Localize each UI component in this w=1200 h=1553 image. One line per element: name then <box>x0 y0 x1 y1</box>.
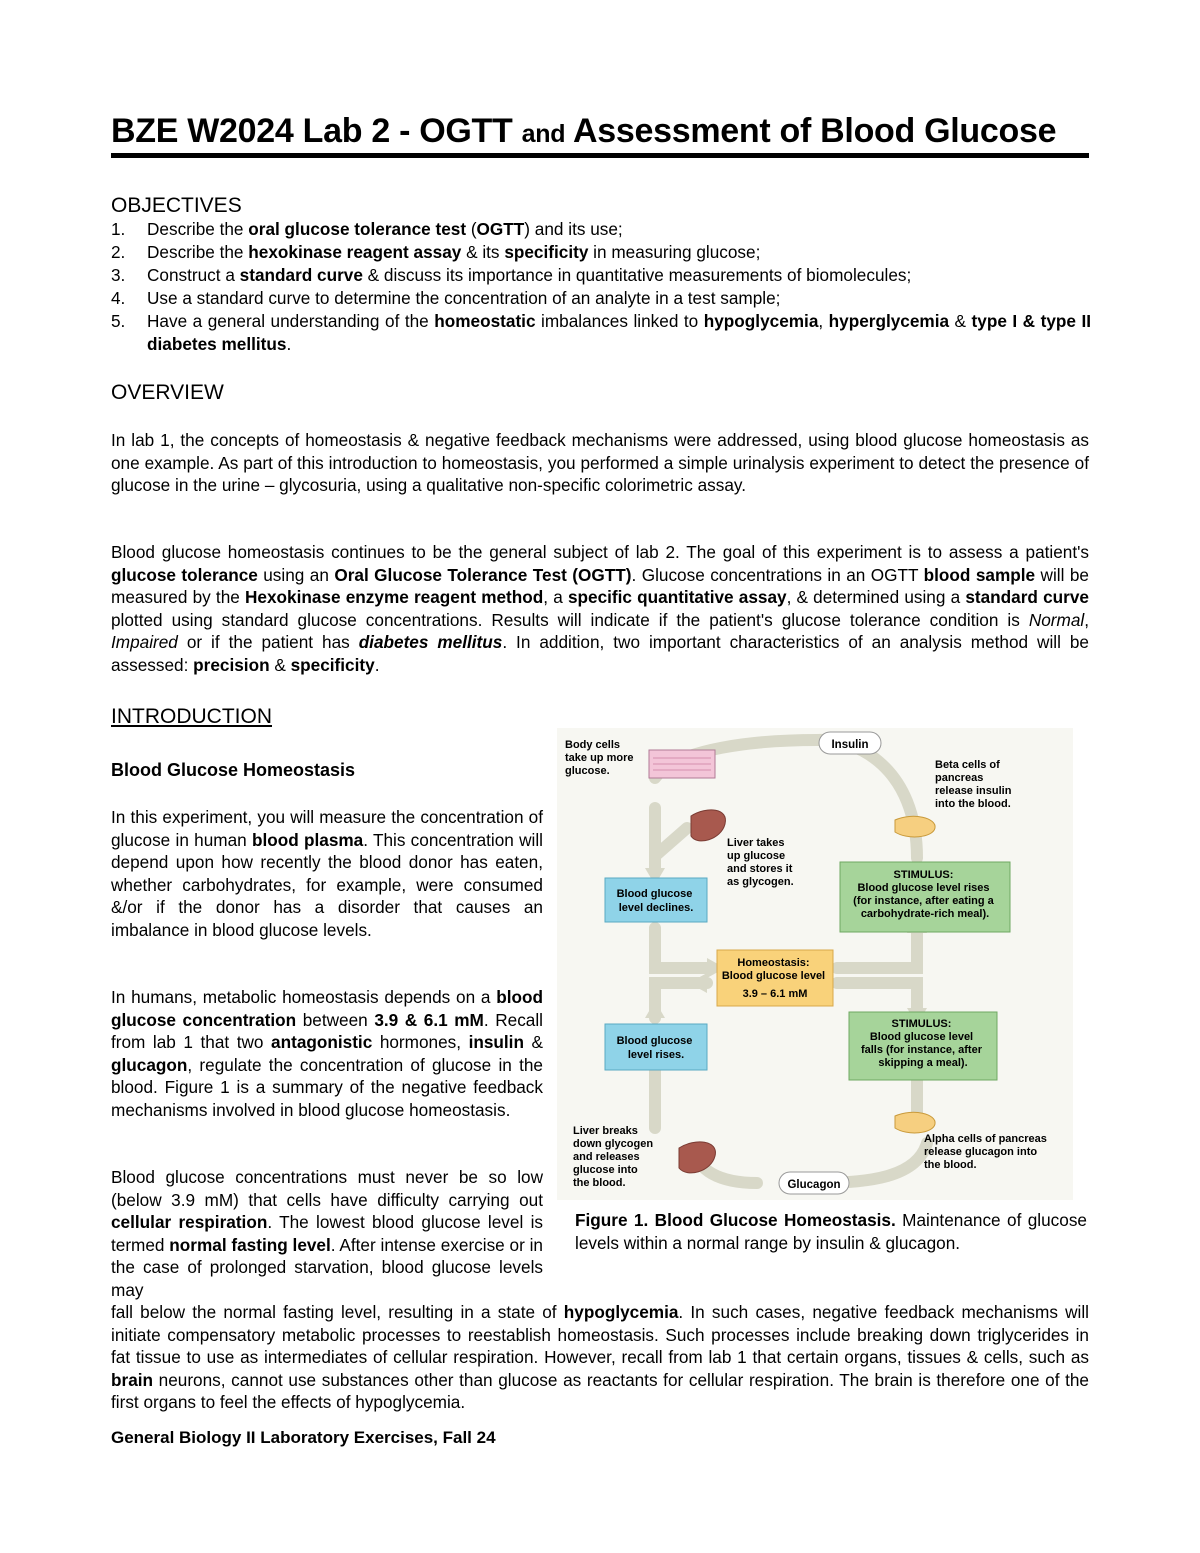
objective-item-5 <box>111 310 1091 356</box>
objective-text <box>147 242 760 262</box>
intro-paragraph-3-continued <box>111 1301 1089 1414</box>
liver-takes-line-2: up glucose <box>727 850 786 862</box>
text-run: & discuss its importance in quantitative measurements of biomolecules; <box>362 265 912 285</box>
liver-breaks-line-1: Liver breaks <box>573 1125 638 1137</box>
text-run: Use a standard curve to determine the concentration of an analyte in a test sample; <box>147 288 781 308</box>
objective-text <box>147 219 623 239</box>
bg-rises-line-1: Blood glucose <box>616 1035 693 1047</box>
objective-number: 4. <box>111 288 126 308</box>
text-run: ) and its use; <box>524 219 623 239</box>
objective-number: 1. <box>111 219 126 239</box>
alpha-cells-line-3: the blood. <box>924 1159 977 1171</box>
bold-term: OGTT <box>476 219 525 239</box>
text-run: , <box>818 311 829 331</box>
text-run: . <box>286 334 292 354</box>
bold-term: oral glucose tolerance test <box>248 219 467 239</box>
pancreas-top-image <box>895 816 935 837</box>
page-title <box>111 112 1091 151</box>
bold-term: standard curve <box>965 587 1089 608</box>
liver-breaks-line-4: glucose into <box>573 1164 638 1176</box>
text-run: Have a general understanding of the <box>147 311 435 331</box>
beta-cells-line-3: release insulin <box>935 785 1012 797</box>
bold-term: glucose tolerance <box>111 564 258 585</box>
bold-term: antagonistic <box>271 1032 373 1053</box>
intro-paragraph-2 <box>111 986 543 1122</box>
italic-term: Impaired <box>111 632 178 653</box>
text-run: , regulate the concentration of glucose in the blood. Figure 1 is a summary of the negative feedback mechanisms involved in blood glucose homeostasis. <box>111 1054 543 1120</box>
bold-term: Oral Glucose Tolerance Test (OGTT) <box>334 564 632 585</box>
text-run: in measuring glucose; <box>588 242 761 262</box>
bold-term: type I & type II diabetes mellitus <box>147 311 1092 354</box>
bold-term: hyperglycemia <box>828 311 950 331</box>
title-underline <box>111 153 1089 158</box>
bold-term: insulin <box>468 1032 524 1053</box>
text-run: In humans, metabolic homeostasis depends on a <box>111 987 497 1007</box>
objective-item-3 <box>111 264 1091 287</box>
alpha-cells-line-2: release glucagon into <box>924 1146 1038 1158</box>
bg-declines-line-1: Blood glucose <box>616 888 693 900</box>
text-run: . In addition, two important characteristics of an analysis method will be assessed: <box>111 632 1089 675</box>
bold-term: cellular respiration <box>111 1212 268 1233</box>
text-run: Blood glucose homeostasis continues to be the general subject of lab 2. The goal of this experiment is to assess a patient's <box>111 542 1089 562</box>
pancreas-bottom-image <box>895 1112 935 1133</box>
overview-paragraph-2 <box>111 541 1089 677</box>
objective-text <box>147 288 780 308</box>
text-run: neurons, cannot use substances other than glucose as reactants for cellular respiration. The brain is therefore one of the first organs to feel the effects of hypoglycemia. <box>111 1369 1089 1413</box>
bold-term: specific quantitative assay <box>567 587 787 608</box>
text-run: ( <box>466 219 477 239</box>
bold-term: blood glucose concentration <box>111 987 543 1030</box>
italic-term: Normal <box>1028 609 1085 630</box>
blood-glucose-homeostasis-figure <box>557 728 1073 1200</box>
objective-item-4 <box>111 287 1091 310</box>
liver-breaks-line-3: and releases <box>573 1151 640 1163</box>
bold-term: standard curve <box>239 265 363 285</box>
stimulus-fall-line-2: Blood glucose level <box>869 1031 974 1043</box>
text-run: using an <box>257 564 335 585</box>
text-run: In lab 1, the concepts of homeostasis & negative feedback mechanisms were addressed, using blood glucose homeostasis as one example. As part of this introduction to homeostasis, you performed a simple urinalysis experiment to detect the presence of glucose in the urine – glycosuria, using a qualitative non-specific colorimetric assay. <box>111 430 1089 496</box>
stimulus-rise-line-2: Blood glucose level rises <box>857 882 990 894</box>
text-run: , <box>1084 609 1089 630</box>
bold-term: brain <box>111 1369 154 1390</box>
text-run: . <box>374 654 380 675</box>
stimulus-rise-line-1: STIMULUS: <box>893 869 954 881</box>
bold-term: specificity <box>504 242 589 262</box>
text-run: plotted using standard glucose concentrations. Results will indicate if the patient's glucose tolerance condition is <box>111 609 1029 630</box>
text-run: In this experiment, you will measure the concentration of glucose in human <box>111 807 543 850</box>
text-run: or if the patient has <box>177 632 359 653</box>
objective-number: 3. <box>111 265 126 285</box>
objective-item-1 <box>111 218 1091 241</box>
beta-cells-line-4: into the blood. <box>935 798 1011 810</box>
text-run: , & determined using a <box>786 587 966 608</box>
text-run: between <box>296 1009 375 1030</box>
page-footer: General Biology II Laboratory Exercises, Fall 24 <box>111 1428 496 1447</box>
text-run: . The lowest blood glucose level is termed <box>111 1212 543 1255</box>
stimulus-fall-line-3: falls (for instance, after <box>860 1044 982 1056</box>
introduction-heading: INTRODUCTION <box>111 705 272 728</box>
text-run: & <box>949 311 972 331</box>
text-run: , a <box>543 587 568 608</box>
objectives-list <box>111 218 1091 356</box>
title-part-2: and <box>521 120 566 148</box>
bold-term: specificity <box>290 654 375 675</box>
insulin-label: Insulin <box>831 739 869 751</box>
bold-term: hypoglycemia <box>563 1302 679 1322</box>
text-run: will be measured by the <box>111 564 1089 608</box>
objective-text <box>147 310 1091 356</box>
liver-breaks-line-2: down glycogen <box>573 1138 654 1150</box>
liver-takes-line-4: as glycogen. <box>727 876 794 888</box>
text-run: . After intense exercise or in the case of prolonged starvation, blood glucose levels may <box>111 1234 543 1300</box>
objective-number: 2. <box>111 242 126 262</box>
homeostasis-line-1: Homeostasis: <box>737 957 810 969</box>
liver-takes-line-3: and stores it <box>727 863 793 875</box>
figure-caption <box>575 1209 1087 1254</box>
beta-cells-line-1: Beta cells of <box>935 759 1000 771</box>
blood-glucose-rises-box <box>605 1024 707 1070</box>
text-run: & <box>269 654 291 675</box>
figure-caption-title: Figure 1. Blood Glucose Homeostasis. <box>575 1210 896 1230</box>
alpha-cells-line-1: Alpha cells of pancreas <box>924 1133 1047 1145</box>
bold-term: blood plasma <box>251 829 364 850</box>
bold-italic-term: diabetes mellitus <box>358 632 503 653</box>
text-run: Describe the <box>147 242 249 262</box>
body-cells-line-3: glucose. <box>565 765 610 777</box>
bold-term: precision <box>193 654 270 675</box>
bold-term: normal fasting level <box>169 1234 331 1255</box>
text-run: . Glucose concentrations in an OGTT <box>631 564 924 585</box>
text-run: Blood glucose concentrations must never be so low (below 3.9 mM) that cells have difficulty carrying out <box>111 1167 543 1210</box>
text-run: & <box>523 1032 543 1053</box>
liver-breaks-line-5: the blood. <box>573 1177 626 1189</box>
title-part-1: BZE W2024 Lab 2 - OGTT <box>111 112 522 150</box>
homeostasis-line-2: Blood glucose level <box>721 970 826 982</box>
bold-term: hexokinase reagent assay <box>248 242 462 262</box>
body-cells-line-2: take up more <box>565 752 634 764</box>
objectives-heading: OBJECTIVES <box>111 194 242 217</box>
stimulus-rise-line-4: carbohydrate-rich meal). <box>860 908 990 920</box>
objective-item-2 <box>111 241 1091 264</box>
liver-takes-line-1: Liver takes <box>727 837 785 849</box>
stimulus-rise-line-3: (for instance, after eating a <box>853 895 994 907</box>
bold-term: Hexokinase enzyme reagent method <box>245 587 544 608</box>
text-run: & its <box>461 242 505 262</box>
homeostasis-range: 3.9 – 6.1 mM <box>742 988 808 1000</box>
bold-term: glucagon <box>111 1054 188 1075</box>
objective-text <box>147 265 911 285</box>
title-part-3: Assessment of Blood Glucose <box>565 112 1057 150</box>
intro-paragraph-3 <box>111 1166 543 1302</box>
figure-caption-text: Maintenance of glucose levels within a normal range by insulin & glucagon. <box>575 1210 1087 1253</box>
text-run: hormones, <box>372 1032 469 1053</box>
text-run: Construct a <box>147 265 240 285</box>
bold-term: blood sample <box>923 564 1036 585</box>
stimulus-fall-line-4: skipping a meal). <box>878 1057 968 1069</box>
text-run: . This concentration will depend upon how recently the blood donor has eaten, whether carbohydrates, for example, were consumed &/or if the donor has a disorder that causes an imbalance in blood glucose levels. <box>111 829 543 940</box>
text-run: imbalances linked to <box>535 311 704 331</box>
blood-glucose-declines-box <box>605 878 707 922</box>
overview-paragraph-1 <box>111 429 1089 497</box>
bold-term: 3.9 & 6.1 mM <box>374 1009 484 1030</box>
text-run: fall below the normal fasting level, resulting in a state of <box>111 1302 564 1322</box>
bg-rises-line-2: level rises. <box>627 1049 685 1061</box>
glucagon-label: Glucagon <box>787 1179 841 1191</box>
beta-cells-text <box>935 759 1015 810</box>
text-run: . In such cases, negative feedback mechanisms will initiate compensatory metabolic processes to reestablish homeostasis. Such processes include breaking down triglycerides in fat tissue to use as intermediates of cellular respiration. However, recall from lab 1 that certain organs, tissues & cells, such as <box>111 1302 1089 1368</box>
bold-term: hypoglycemia <box>703 311 819 331</box>
bg-declines-line-2: level declines. <box>618 902 694 914</box>
text-run: . Recall from lab 1 that two <box>111 1009 543 1053</box>
text-run: Describe the <box>147 219 249 239</box>
liver-takes-text <box>727 837 795 888</box>
objective-number: 5. <box>111 311 126 331</box>
body-cells-line-1: Body cells <box>565 739 621 751</box>
stimulus-fall-line-1: STIMULUS: <box>891 1018 952 1030</box>
intro-paragraph-1 <box>111 806 543 942</box>
blood-glucose-homeostasis-subheading: Blood Glucose Homeostasis <box>111 760 356 780</box>
bold-term: homeostatic <box>434 311 536 331</box>
beta-cells-line-2: pancreas <box>935 772 984 784</box>
overview-heading: OVERVIEW <box>111 381 224 404</box>
